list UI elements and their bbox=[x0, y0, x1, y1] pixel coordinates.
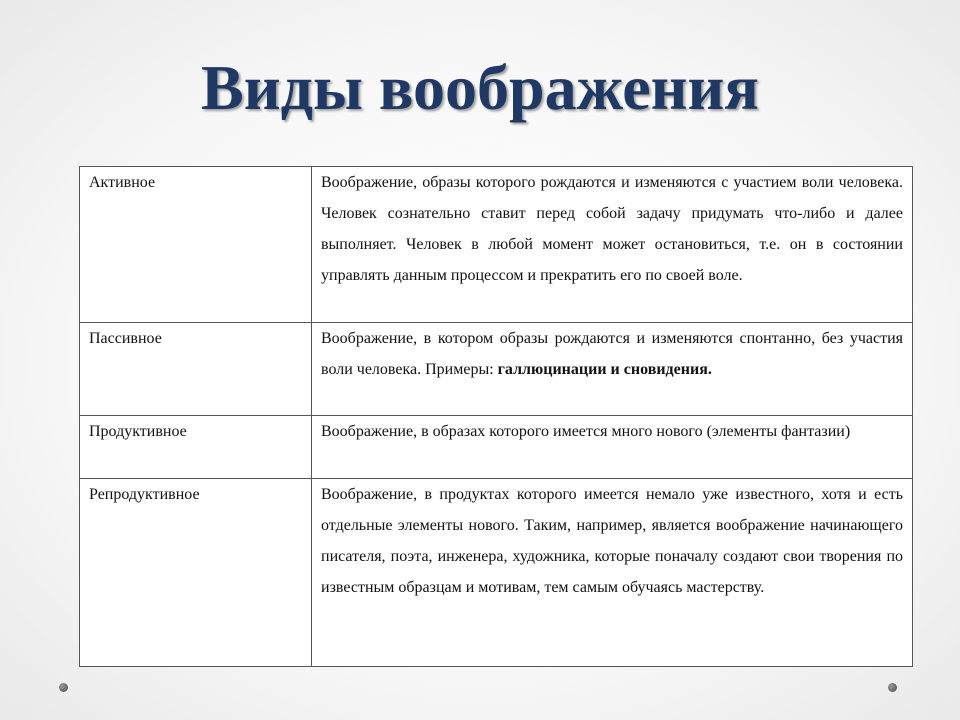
type-cell-productive: Продуктивное bbox=[80, 416, 312, 479]
description-text: Воображение, в котором образы рождаются и изменяются спонтанно, без участия воли человека. Примеры: bbox=[321, 330, 903, 378]
table-row bbox=[80, 479, 913, 667]
decorative-dot-right bbox=[888, 683, 897, 692]
type-cell-passive: Пассивное bbox=[80, 323, 312, 416]
imagination-types-table bbox=[79, 166, 913, 667]
description-cell: Воображение, в образах которого имеется много нового (элементы фантазии) bbox=[312, 416, 913, 479]
table-row bbox=[80, 167, 913, 323]
table-row bbox=[80, 416, 913, 479]
slide-title: Виды воображения bbox=[201, 52, 759, 123]
type-cell-active: Активное bbox=[80, 167, 312, 323]
description-cell: Воображение, образы которого рождаются и изменяются с участием воли человека. Человек сознательно ставит перед собой задачу придумать что-либо и далее выполняет. Человек в любой момент может остановиться, т.е. он в состоянии управлять данным процессом и прекратить его по своей воле. bbox=[312, 167, 913, 323]
type-cell-reproductive: Репродуктивное bbox=[80, 479, 312, 667]
description-cell: Воображение, в продуктах которого имеется немало уже известного, хотя и есть отдельные элементы нового. Таким, например, является воображение начинающего писателя, поэта, инженера, художника, которые поначалу создают свои творения по известным образцам и мотивам, тем самым обучаясь мастерству. bbox=[312, 479, 913, 667]
description-cell bbox=[312, 323, 913, 416]
examples-text: галлюцинации и сновидения. bbox=[497, 361, 712, 378]
decorative-dot-left bbox=[59, 683, 68, 692]
table-row bbox=[80, 323, 913, 416]
